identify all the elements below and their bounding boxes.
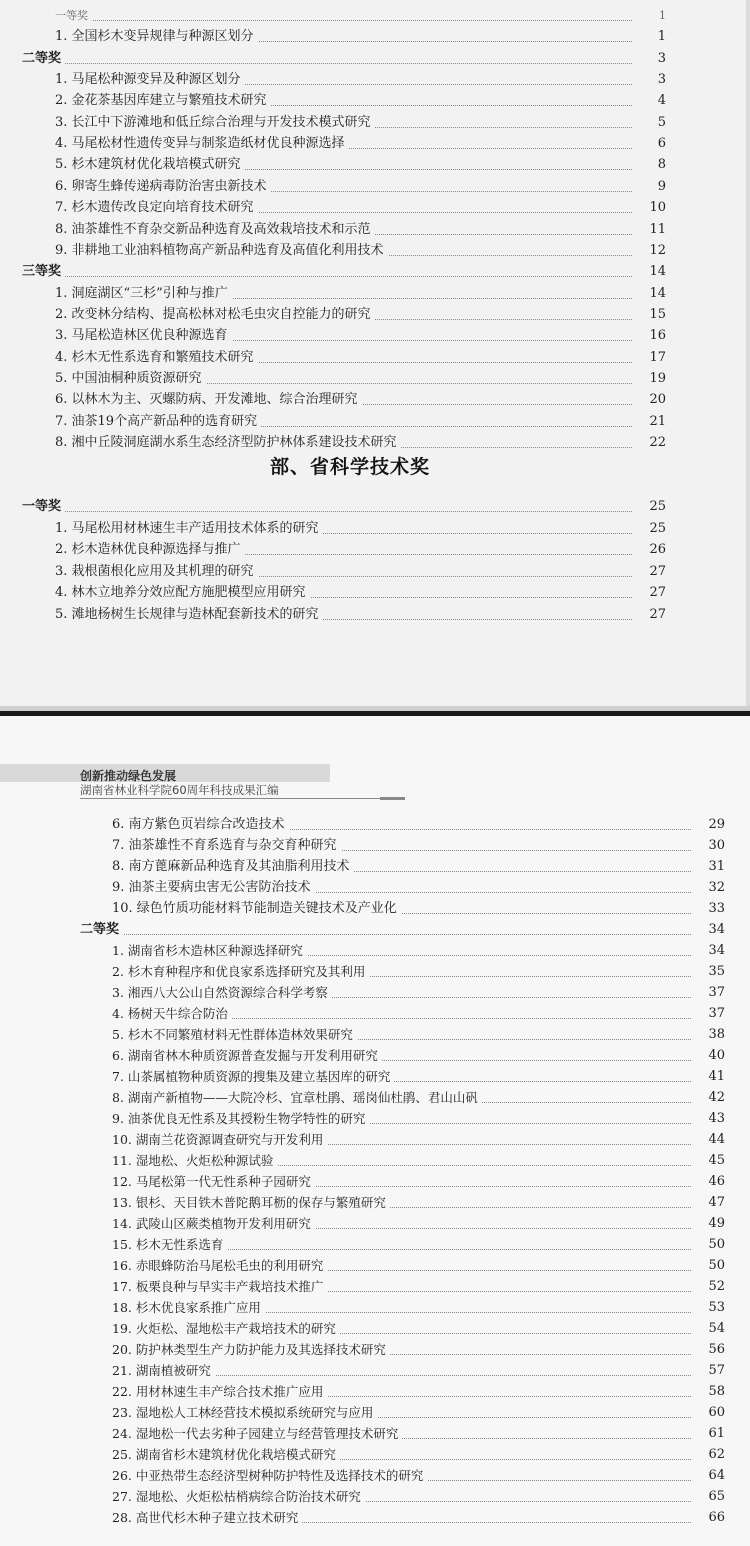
toc-page-number: 29 — [708, 817, 725, 832]
toc-page-number: 17 — [649, 349, 666, 365]
toc-entry — [55, 369, 666, 389]
toc-entry-title: 27. 湿地松、火炬松枯梢病综合防治技术研究 — [112, 1487, 365, 1507]
toc-entry-title: 9. 油茶优良无性系及其授粉生物学特性的研究 — [112, 1109, 369, 1129]
toc-entry-title: 4. 林木立地养分效应配方施肥模型应用研究 — [55, 583, 310, 603]
toc-page-number: 26 — [649, 542, 666, 557]
toc-entry — [112, 1403, 725, 1423]
toc-entry-title: 1. 马尾松种源变异及种源区划分 — [55, 70, 245, 90]
toc-entry — [112, 815, 725, 835]
toc-section-heading — [22, 262, 666, 282]
toc-leader-dots — [80, 934, 691, 935]
toc-entry-title: 一等奖 — [22, 497, 65, 517]
toc-page-number: 44 — [708, 1132, 725, 1147]
toc-entry-title: 6. 卵寄生蜂传递病毒防治害虫新技术 — [55, 177, 271, 197]
toc-entry — [55, 433, 666, 453]
toc-entry-title: 2. 改变林分结构、提高松林对松毛虫灾自控能力的研究 — [55, 305, 375, 325]
toc-entry-title: 一等奖 — [55, 6, 92, 26]
toc-entry — [112, 962, 725, 982]
page-right-edge — [746, 0, 750, 710]
toc-entry — [112, 836, 725, 856]
toc-entry-title: 9. 油茶主要病虫害无公害防治技术 — [112, 878, 315, 898]
toc-entry — [112, 1193, 725, 1213]
toc-leader-dots — [55, 20, 632, 21]
toc-page-number: 64 — [708, 1468, 725, 1483]
toc-page-number: 60 — [708, 1405, 725, 1420]
toc-entry — [55, 155, 666, 175]
toc-entry-title: 1. 全国杉木变异规律与种源区划分 — [55, 27, 258, 47]
toc-entry-title: 5. 中国油桐种质资源研究 — [55, 369, 206, 389]
toc-entry — [112, 1487, 725, 1507]
toc-entry-title: 二等奖 — [22, 49, 65, 69]
toc-entry-title: 26. 中亚热带生态经济型树种防护特性及选择技术的研究 — [112, 1466, 427, 1486]
toc-page-number: 9 — [657, 178, 666, 194]
toc-page-number: 52 — [708, 1279, 725, 1294]
toc-page-number: 3 — [657, 72, 666, 88]
toc-entry — [112, 1445, 725, 1465]
toc-entry-title: 23. 湿地松人工林经营技术模拟系统研究与应用 — [112, 1403, 377, 1423]
toc-section-heading — [22, 497, 666, 517]
toc-entry-title: 2. 金花茶基因库建立与繁殖技术研究 — [55, 91, 271, 111]
toc-entry — [55, 70, 666, 90]
toc-page-number: 43 — [708, 1111, 725, 1126]
toc-entry-title: 25. 湖南省杉木建筑材优化栽培模式研究 — [112, 1445, 340, 1465]
toc-page-number: 14 — [649, 264, 666, 280]
toc-section-heading — [22, 49, 666, 69]
toc-entry — [112, 1466, 725, 1486]
toc-page-number: 65 — [708, 1489, 725, 1504]
toc-leader-dots — [22, 63, 632, 64]
toc-page-number: 46 — [708, 1174, 725, 1189]
toc-entry — [112, 1151, 725, 1171]
toc-entry — [112, 1130, 725, 1150]
toc-leader-dots — [22, 511, 632, 512]
toc-entry-title: 8. 湖南产新植物——大院冷杉、宜章杜鹃、瑶岗仙杜鹃、君山山矾 — [112, 1088, 482, 1108]
toc-page-number: 27 — [649, 606, 666, 622]
toc-entry — [112, 1046, 725, 1066]
toc-page-number: 19 — [649, 370, 666, 386]
toc-entry-title: 14. 武陵山区蕨类植物开发利用研究 — [112, 1214, 315, 1234]
toc-entry-title: 13. 银杉、天目铁木普陀鹅耳枥的保存与繁殖研究 — [112, 1193, 390, 1213]
toc-entry-title: 19. 火炬松、湿地松丰产栽培技术的研究 — [112, 1319, 340, 1339]
toc-entry — [112, 1361, 725, 1381]
toc-entry-title: 5. 滩地杨树生长规律与造林配套新技术的研究 — [55, 605, 323, 625]
toc-page-number: 21 — [649, 413, 666, 429]
toc-entry-title: 3. 马尾松造林区优良种源选育 — [55, 326, 232, 346]
toc-entry — [112, 1382, 725, 1402]
toc-entry-title: 1. 洞庭湖区“三杉”引种与推广 — [55, 284, 232, 304]
toc-page-number: 3 — [657, 50, 666, 66]
toc-page-number: 37 — [708, 1006, 725, 1021]
toc-page-number: 38 — [708, 1027, 725, 1042]
toc-entry — [112, 1172, 725, 1192]
toc-entry — [112, 1256, 725, 1276]
toc-entry-title: 6. 湖南省林木种质资源普查发掘与开发利用研究 — [112, 1046, 382, 1066]
toc-page-number: 50 — [708, 1237, 725, 1252]
toc-entry — [112, 857, 725, 877]
toc-entry-title: 3. 长江中下游滩地和低丘综合治理与开发技术模式研究 — [55, 113, 375, 133]
toc-entry — [55, 134, 666, 154]
toc-entry-title: 7. 杉木遗传改良定向培育技术研究 — [55, 198, 258, 218]
toc-entry — [55, 91, 666, 111]
toc-entry-title: 8. 油茶雄性不育杂交新品种选育及高效栽培技术和示范 — [55, 220, 375, 240]
toc-entry — [55, 177, 666, 197]
toc-entry — [112, 1004, 725, 1024]
toc-entry-title: 21. 湖南植被研究 — [112, 1361, 215, 1381]
toc-page-number: 15 — [649, 306, 666, 322]
running-header-subtitle: 湖南省林业科学院60周年科技成果汇编 — [80, 783, 279, 797]
toc-page-number: 27 — [649, 585, 666, 600]
toc-entry-title: 7. 油茶雄性不育系选育与杂交育种研究 — [112, 836, 341, 856]
toc-entry — [112, 1508, 725, 1528]
toc-entry — [55, 326, 666, 346]
toc-page-number: 58 — [708, 1384, 725, 1399]
toc-entry — [55, 27, 666, 47]
toc-page-number: 53 — [708, 1300, 725, 1315]
toc-entry-title: 4. 马尾松材性遗传变异与制浆造纸材优良种源选择 — [55, 134, 349, 154]
toc-entry-title: 8. 湘中丘陵洞庭湖水系生态经济型防护林体系建设技术研究 — [55, 433, 401, 453]
toc-page-number: 34 — [708, 943, 725, 958]
toc-page-number: 14 — [649, 285, 666, 301]
toc-page-number: 11 — [649, 221, 666, 237]
toc-entry-title: 2. 杉木育种程序和优良家系选择研究及其利用 — [112, 962, 369, 982]
toc-entry-title: 6. 以林木为主、灭螺防病、开发滩地、综合治理研究 — [55, 390, 362, 410]
toc-entry-title: 7. 山茶属植物种质资源的搜集及建立基因库的研究 — [112, 1067, 394, 1087]
toc-entry-title: 18. 杉木优良家系推广应用 — [112, 1298, 265, 1318]
toc-page-number: 57 — [708, 1363, 725, 1378]
toc-page-number: 35 — [708, 964, 725, 979]
section-title: 部、省科学技术奖 — [270, 456, 431, 478]
toc-page-number: 4 — [657, 93, 666, 109]
toc-entry-title: 17. 板栗良种与早实丰产栽培技术推广 — [112, 1277, 327, 1297]
toc-entry — [55, 412, 666, 432]
toc-entry — [112, 1235, 725, 1255]
toc-entry-title: 4. 杉木无性系选育和繁殖技术研究 — [55, 348, 258, 368]
toc-entry-title: 7. 油茶19个高产新品种的选育研究 — [55, 412, 261, 432]
toc-page-number: 33 — [708, 901, 725, 916]
toc-page-number: 49 — [708, 1216, 725, 1231]
toc-entry — [112, 1277, 725, 1297]
toc-page-number: 42 — [708, 1090, 725, 1105]
toc-leader-dots — [22, 276, 632, 277]
toc-entry-title: 5. 杉木不同繁殖材料无性群体造林效果研究 — [112, 1025, 357, 1045]
toc-page-number: 34 — [708, 922, 725, 937]
toc-entry-title: 4. 杨树天牛综合防治 — [112, 1004, 232, 1024]
toc-entry-title: 9. 非耕地工业油料植物高产新品种选育及高值化利用技术 — [55, 241, 388, 261]
toc-page-number: 25 — [649, 520, 666, 536]
toc-entry — [112, 878, 725, 898]
toc-page-number: 37 — [708, 985, 725, 1000]
toc-entry — [55, 390, 666, 410]
toc-page-number: 54 — [708, 1321, 725, 1336]
toc-entry-title: 3. 栽根菌根化应用及其机理的研究 — [55, 562, 258, 582]
toc-page-number: 45 — [708, 1153, 725, 1168]
toc-page-number: 41 — [708, 1069, 725, 1084]
toc-entry-title: 28. 高世代杉木种子建立技术研究 — [112, 1508, 302, 1528]
toc-page-number: 27 — [649, 563, 666, 579]
running-header-title: 创新推动绿色发展 — [80, 769, 177, 783]
toc-entry — [55, 284, 666, 304]
toc-entry-title: 8. 南方蓖麻新品种选育及其油脂利用技术 — [112, 857, 354, 877]
toc-page-number: 61 — [708, 1426, 725, 1441]
toc-page-number: 62 — [708, 1447, 725, 1462]
toc-entry — [55, 220, 666, 240]
toc-entry-title: 1. 湖南省杉木造林区种源选择研究 — [112, 941, 307, 961]
toc-page-number: 50 — [708, 1258, 725, 1273]
toc-entry-title: 5. 杉木建筑材优化栽培模式研究 — [55, 155, 245, 175]
toc-entry — [55, 113, 666, 133]
toc-entry-title: 2. 杉木造林优良种源选择与推广 — [55, 540, 245, 560]
toc-entry — [112, 1298, 725, 1318]
toc-entry-title: 10. 湖南兰花资源调查研究与开发利用 — [112, 1130, 327, 1150]
toc-entry — [112, 1109, 725, 1129]
toc-entry-title: 15. 杉木无性系选育 — [112, 1235, 227, 1255]
toc-entry — [55, 605, 666, 625]
toc-page-number: 8 — [657, 157, 666, 173]
toc-entry-title: 16. 赤眼蜂防治马尾松毛虫的利用研究 — [112, 1256, 327, 1276]
toc-entry-title: 11. 湿地松、火炬松种源试验 — [112, 1151, 277, 1171]
toc-entry — [112, 899, 725, 919]
toc-page-number: 10 — [649, 200, 666, 216]
toc-entry — [55, 348, 666, 368]
header-rule — [80, 798, 380, 799]
toc-entry — [112, 1025, 725, 1045]
toc-entry — [55, 519, 666, 539]
toc-page-number: 40 — [708, 1048, 725, 1063]
toc-page-number: 31 — [708, 859, 725, 874]
toc-entry — [55, 540, 666, 560]
toc-entry-title: 24. 湿地松一代去劣种子园建立与经营管理技术研究 — [112, 1424, 402, 1444]
toc-entry-title: 10. 绿色竹质功能材料节能制造关键技术及产业化 — [112, 899, 401, 919]
toc-page-number: 1 — [659, 9, 666, 22]
toc-page-number: 1 — [657, 29, 666, 45]
toc-page-number: 5 — [657, 114, 666, 130]
toc-entry — [112, 983, 725, 1003]
toc-entry — [112, 1319, 725, 1339]
lower-page — [0, 716, 750, 1546]
toc-page-number: 47 — [708, 1195, 725, 1210]
toc-section-heading — [80, 920, 725, 940]
upper-page — [0, 0, 750, 710]
toc-entry — [55, 241, 666, 261]
toc-page-number: 32 — [708, 880, 725, 895]
toc-entry — [55, 305, 666, 325]
toc-page-number: 22 — [649, 435, 666, 450]
toc-entry — [55, 583, 666, 603]
toc-entry — [112, 1424, 725, 1444]
toc-entry-title: 22. 用材林速生丰产综合技术推广应用 — [112, 1382, 327, 1402]
toc-entry-title: 20. 防护林类型生产力防护能力及其选择技术研究 — [112, 1340, 390, 1360]
toc-entry-title: 三等奖 — [22, 262, 65, 282]
toc-entry-title: 1. 马尾松用材林速生丰产适用技术体系的研究 — [55, 519, 323, 539]
toc-entry — [55, 198, 666, 218]
toc-entry-title: 6. 南方紫色页岩综合改造技术 — [112, 815, 289, 835]
toc-entry — [55, 6, 666, 26]
toc-entry — [112, 1088, 725, 1108]
header-rule-tab — [380, 797, 405, 800]
toc-entry — [112, 1340, 725, 1360]
toc-page-number: 30 — [708, 838, 725, 853]
toc-page-number: 56 — [708, 1342, 725, 1357]
toc-entry — [112, 1067, 725, 1087]
toc-entry — [55, 562, 666, 582]
toc-page-number: 16 — [649, 328, 666, 344]
toc-entry-title: 12. 马尾松第一代无性系种子园研究 — [112, 1172, 315, 1192]
toc-entry — [112, 941, 725, 961]
toc-page-number: 6 — [657, 136, 666, 152]
toc-page-number: 66 — [708, 1510, 725, 1525]
toc-entry — [112, 1214, 725, 1234]
toc-page-number: 20 — [649, 392, 666, 408]
toc-page-number: 25 — [649, 499, 666, 514]
toc-entry-title: 二等奖 — [80, 920, 123, 940]
toc-entry-title: 3. 湘西八大公山自然资源综合科学考察 — [112, 983, 332, 1003]
toc-page-number: 12 — [649, 242, 666, 258]
